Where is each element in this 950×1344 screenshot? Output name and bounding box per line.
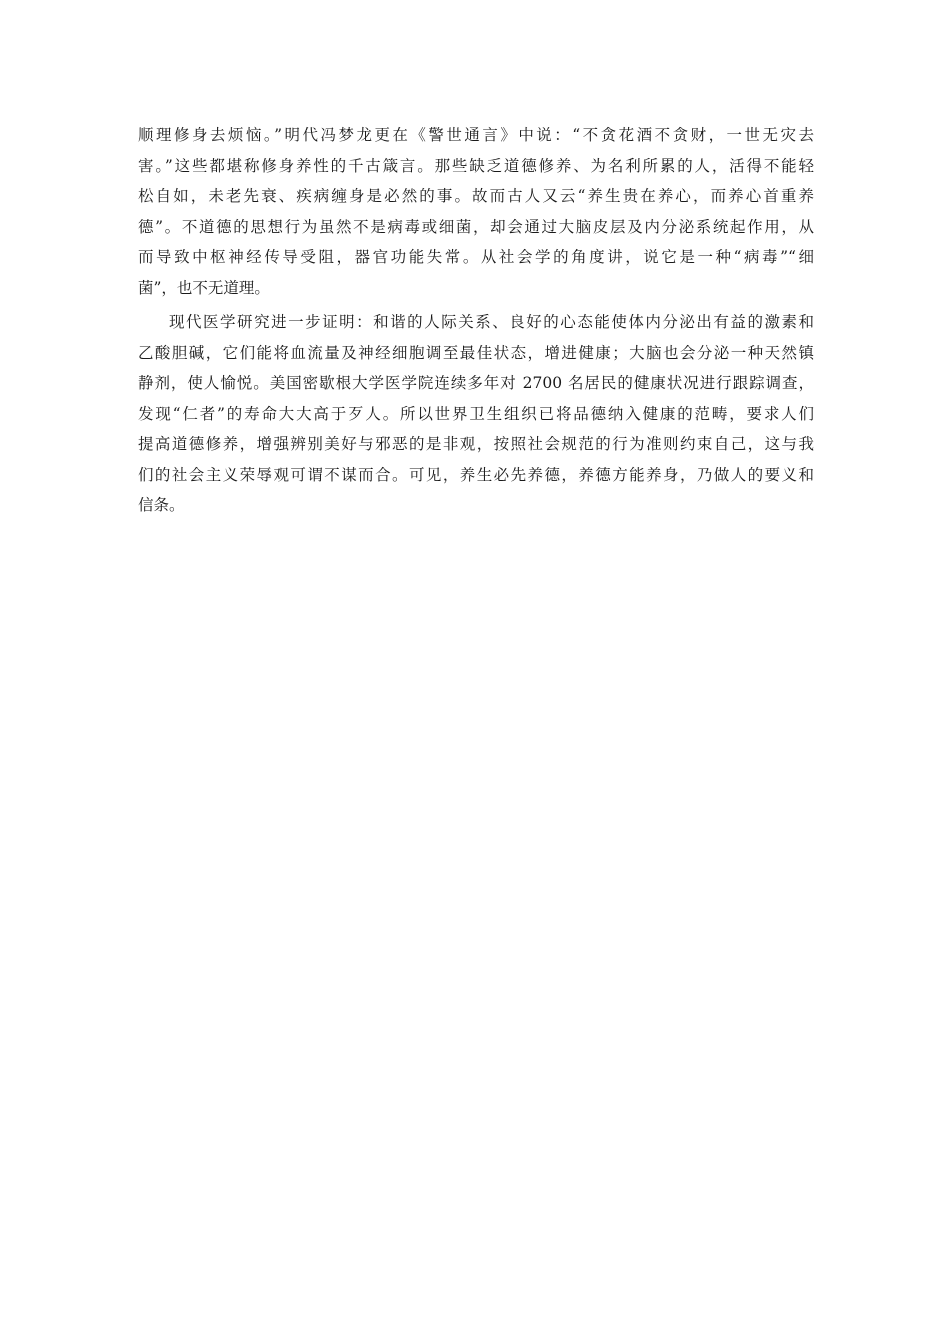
paragraph-line: 害。”这些都堪称修身养性的千古箴言。那些缺乏道德修养、为名利所累的人，活得不能轻 bbox=[138, 156, 814, 175]
paragraph-line: 顺理修身去烦恼。”明代冯梦龙更在《警世通言》中说：“不贪花酒不贪财，一世无灾去 bbox=[138, 126, 814, 144]
paragraph-line: 乙酸胆碱，它们能将血流量及神经细胞调至最佳状态，增进健康；大脑也会分泌一种天然镇 bbox=[138, 343, 814, 362]
paragraph-line: 们的社会主义荣辱观可谓不谋而合。可见，养生必先养德，养德方能养身，乃做人的要义和 bbox=[138, 465, 814, 484]
paragraph-line: 现代医学研究进一步证明：和谐的人际关系、良好的心态能使体内分泌出有益的激素和 bbox=[169, 313, 814, 331]
paragraph-1 bbox=[138, 120, 814, 303]
paragraph-line: 菌”，也不无道理。 bbox=[138, 278, 270, 297]
paragraph-line: 静剂，使人愉悦。美国密歇根大学医学院连续多年对 2700 名居民的健康状况进行跟踪调查， bbox=[138, 374, 814, 392]
paragraph-line: 德”。不道德的思想行为虽然不是病毒或细菌，却会通过大脑皮层及内分泌系统起作用，从 bbox=[138, 217, 814, 236]
paragraph-line: 发现“仁者”的寿命大大高于歹人。所以世界卫生组织已将品德纳入健康的范畴，要求人们 bbox=[138, 404, 814, 423]
paragraph-line: 提高道德修养，增强辨别美好与邪恶的是非观，按照社会规范的行为准则约束自己，这与我 bbox=[138, 435, 814, 453]
paragraph-line: 松自如，未老先衰、疾病缠身是必然的事。故而古人又云“养生贵在养心，而养心首重养 bbox=[138, 187, 814, 205]
document-body bbox=[138, 120, 814, 521]
paragraph-line: 信条。 bbox=[138, 496, 185, 514]
paragraph-line: 而导致中枢神经传导受阻，器官功能失常。从社会学的角度讲，说它是一种“病毒”“细 bbox=[138, 248, 814, 266]
paragraph-2 bbox=[138, 307, 814, 521]
